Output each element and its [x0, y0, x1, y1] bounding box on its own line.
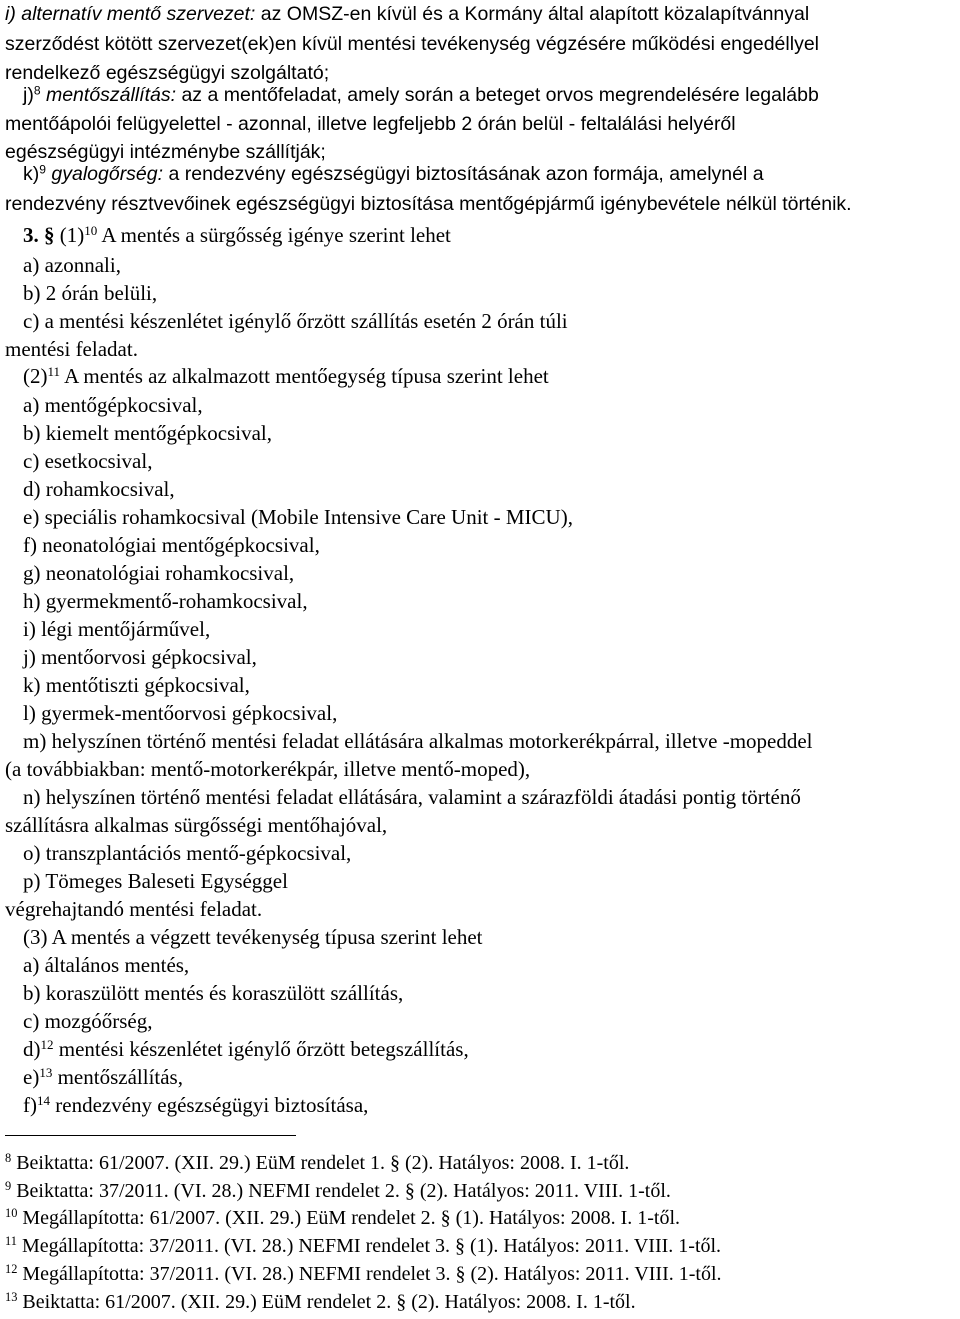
footnote-ref[interactable]: 13	[39, 1064, 53, 1080]
footnote-ref[interactable]: 14	[37, 1092, 51, 1108]
term-label: mentőszállítás:	[40, 84, 177, 106]
footnote-number: 10	[5, 1206, 18, 1221]
footnote-number: 11	[5, 1234, 17, 1249]
footnote: $^{13}$ Beiktatta: 61/2007. (XII. 29.) EüM rendelet 2. § (2). Hatályos: 2008. I. 1-től.	[5, 1290, 636, 1313]
list-item: h) gyermekmentő-rohamkocsival,	[23, 589, 308, 613]
footnote-number: 9	[5, 1179, 12, 1194]
term-label: i) alternatív mentő szervezet:	[5, 3, 256, 25]
text-line: j)$^8$ mentőszállítás: az a mentőfeladat, amely során a beteget orvos megrendelésére legalább	[23, 83, 819, 106]
list-item: b) 2 órán belüli,	[23, 281, 158, 305]
term-label: gyalogőrség:	[45, 163, 164, 185]
list-item: d)$^{12}$ mentési készenlétet igénylő őrzött betegszállítás,	[23, 1036, 469, 1061]
footnote-ref[interactable]: 8	[33, 83, 41, 98]
list-item: b) koraszülött mentés és koraszülött szállítás,	[23, 981, 404, 1005]
text-line: rendelkező egészségügyi szolgáltató;	[5, 62, 330, 84]
footnote-separator	[5, 1135, 296, 1136]
text-line: i) alternatív mentő szervezet: az OMSZ-en kívül és a Kormány által alapított közalapítvánnyal	[5, 3, 810, 25]
footnote-ref[interactable]: 10	[84, 222, 98, 238]
footnote: $^8$ Beiktatta: 61/2007. (XII. 29.) EüM rendelet 1. § (2). Hatályos: 2008. I. 1-től.	[5, 1151, 630, 1174]
footnote: $^{12}$ Megállapította: 37/2011. (VI. 28.) NEFMI rendelet 3. § (2). Hatályos: 2011. VIII. 1-től.	[5, 1262, 722, 1285]
list-item: g) neonatológiai rohamkocsival,	[23, 561, 295, 585]
footnote-number: 8	[5, 1151, 12, 1166]
list-item: a) azonnali,	[23, 253, 121, 277]
list-item: c) a mentési készenlétet igénylő őrzött szállítás esetén 2 órán túli	[23, 309, 568, 333]
list-item: d) rohamkocsival,	[23, 477, 175, 501]
list-item: j) mentőorvosi gépkocsival,	[23, 645, 257, 669]
list-item: f) neonatológiai mentőgépkocsival,	[23, 533, 320, 557]
footnote-ref[interactable]: 12	[40, 1036, 54, 1052]
list-item: a) mentőgépkocsival,	[23, 393, 203, 417]
list-item: m) helyszínen történő mentési feladat ellátására alkalmas motorkerékpárral, illetve -mopeddel	[23, 729, 813, 753]
list-item: i) légi mentőjárművel,	[23, 617, 211, 641]
list-item: e)$^{13}$ mentőszállítás,	[23, 1064, 183, 1089]
footnote-ref[interactable]: 9	[39, 162, 46, 177]
list-item: k) mentőtiszti gépkocsival,	[23, 673, 250, 697]
text-line: mentőápolói felügyelettel - azonnal, illetve legfeljebb 2 órán belül - feltalálási helyéről	[5, 113, 736, 135]
text-line: rendezvény résztvevőinek egészségügyi biztosítása mentőgépjármű igénybevétele nélkül történik.	[5, 193, 852, 215]
text-line: végrehajtandó mentési feladat.	[5, 897, 263, 921]
footnote-number: 13	[5, 1290, 18, 1305]
footnote-number: 12	[5, 1262, 18, 1277]
text-line: szállításra alkalmas sürgősségi mentőhajóval,	[5, 813, 388, 837]
text-line: k)$^9$ gyalogőrség: a rendezvény egészségügyi biztosításának azon formája, amelynél a	[23, 162, 764, 185]
footnote: $^{10}$ Megállapította: 61/2007. (XII. 29.) EüM rendelet 2. § (1). Hatályos: 2008. I. 1-től.	[5, 1206, 681, 1229]
list-item: e) speciális rohamkocsival (Mobile Intensive Care Unit - MICU),	[23, 505, 573, 529]
list-item: c) mozgóőrség,	[23, 1009, 153, 1033]
section-heading: 3. § $(1)^{10}$ A mentés a sürgősség igénye szerint lehet	[23, 222, 451, 247]
text-line: (a továbbiakban: mentő-motorkerékpár, illetve mentő-moped),	[5, 757, 531, 781]
list-item: o) transzplantációs mentő-gépkocsival,	[23, 841, 352, 865]
footnote-ref[interactable]: 11	[47, 363, 61, 379]
paragraph-heading: $(2)^{11}$ A mentés az alkalmazott mentőegység típusa szerint lehet	[23, 363, 549, 388]
list-item: c) esetkocsival,	[23, 449, 153, 473]
paragraph-heading: (3) A mentés a végzett tevékenység típusa szerint lehet	[23, 925, 483, 949]
list-item: b) kiemelt mentőgépkocsival,	[23, 421, 273, 445]
list-item: f)$^{14}$ rendezvény egészségügyi biztosítása,	[23, 1092, 369, 1117]
text-line: egészségügyi intézménybe szállítják;	[5, 141, 326, 163]
list-item: p) Tömeges Baleseti Egységgel	[23, 869, 288, 893]
list-item: l) gyermek-mentőorvosi gépkocsival,	[23, 701, 338, 725]
text-line: szerződést kötött szervezet(ek)en kívül mentési tevékenység végzésére működési engedéllyel	[5, 33, 819, 55]
list-item: n) helyszínen történő mentési feladat ellátására, valamint a szárazföldi átadási pontig történő	[23, 785, 801, 809]
footnote: $^9$ Beiktatta: 37/2011. (VI. 28.) NEFMI rendelet 2. § (2). Hatályos: 2011. VIII. 1-től.	[5, 1179, 671, 1202]
text-line: mentési feladat.	[5, 337, 138, 361]
list-item: a) általános mentés,	[23, 953, 190, 977]
footnote: $^{11}$ Megállapította: 37/2011. (VI. 28.) NEFMI rendelet 3. § (1). Hatályos: 2011. VIII. 1-től.	[5, 1234, 722, 1257]
